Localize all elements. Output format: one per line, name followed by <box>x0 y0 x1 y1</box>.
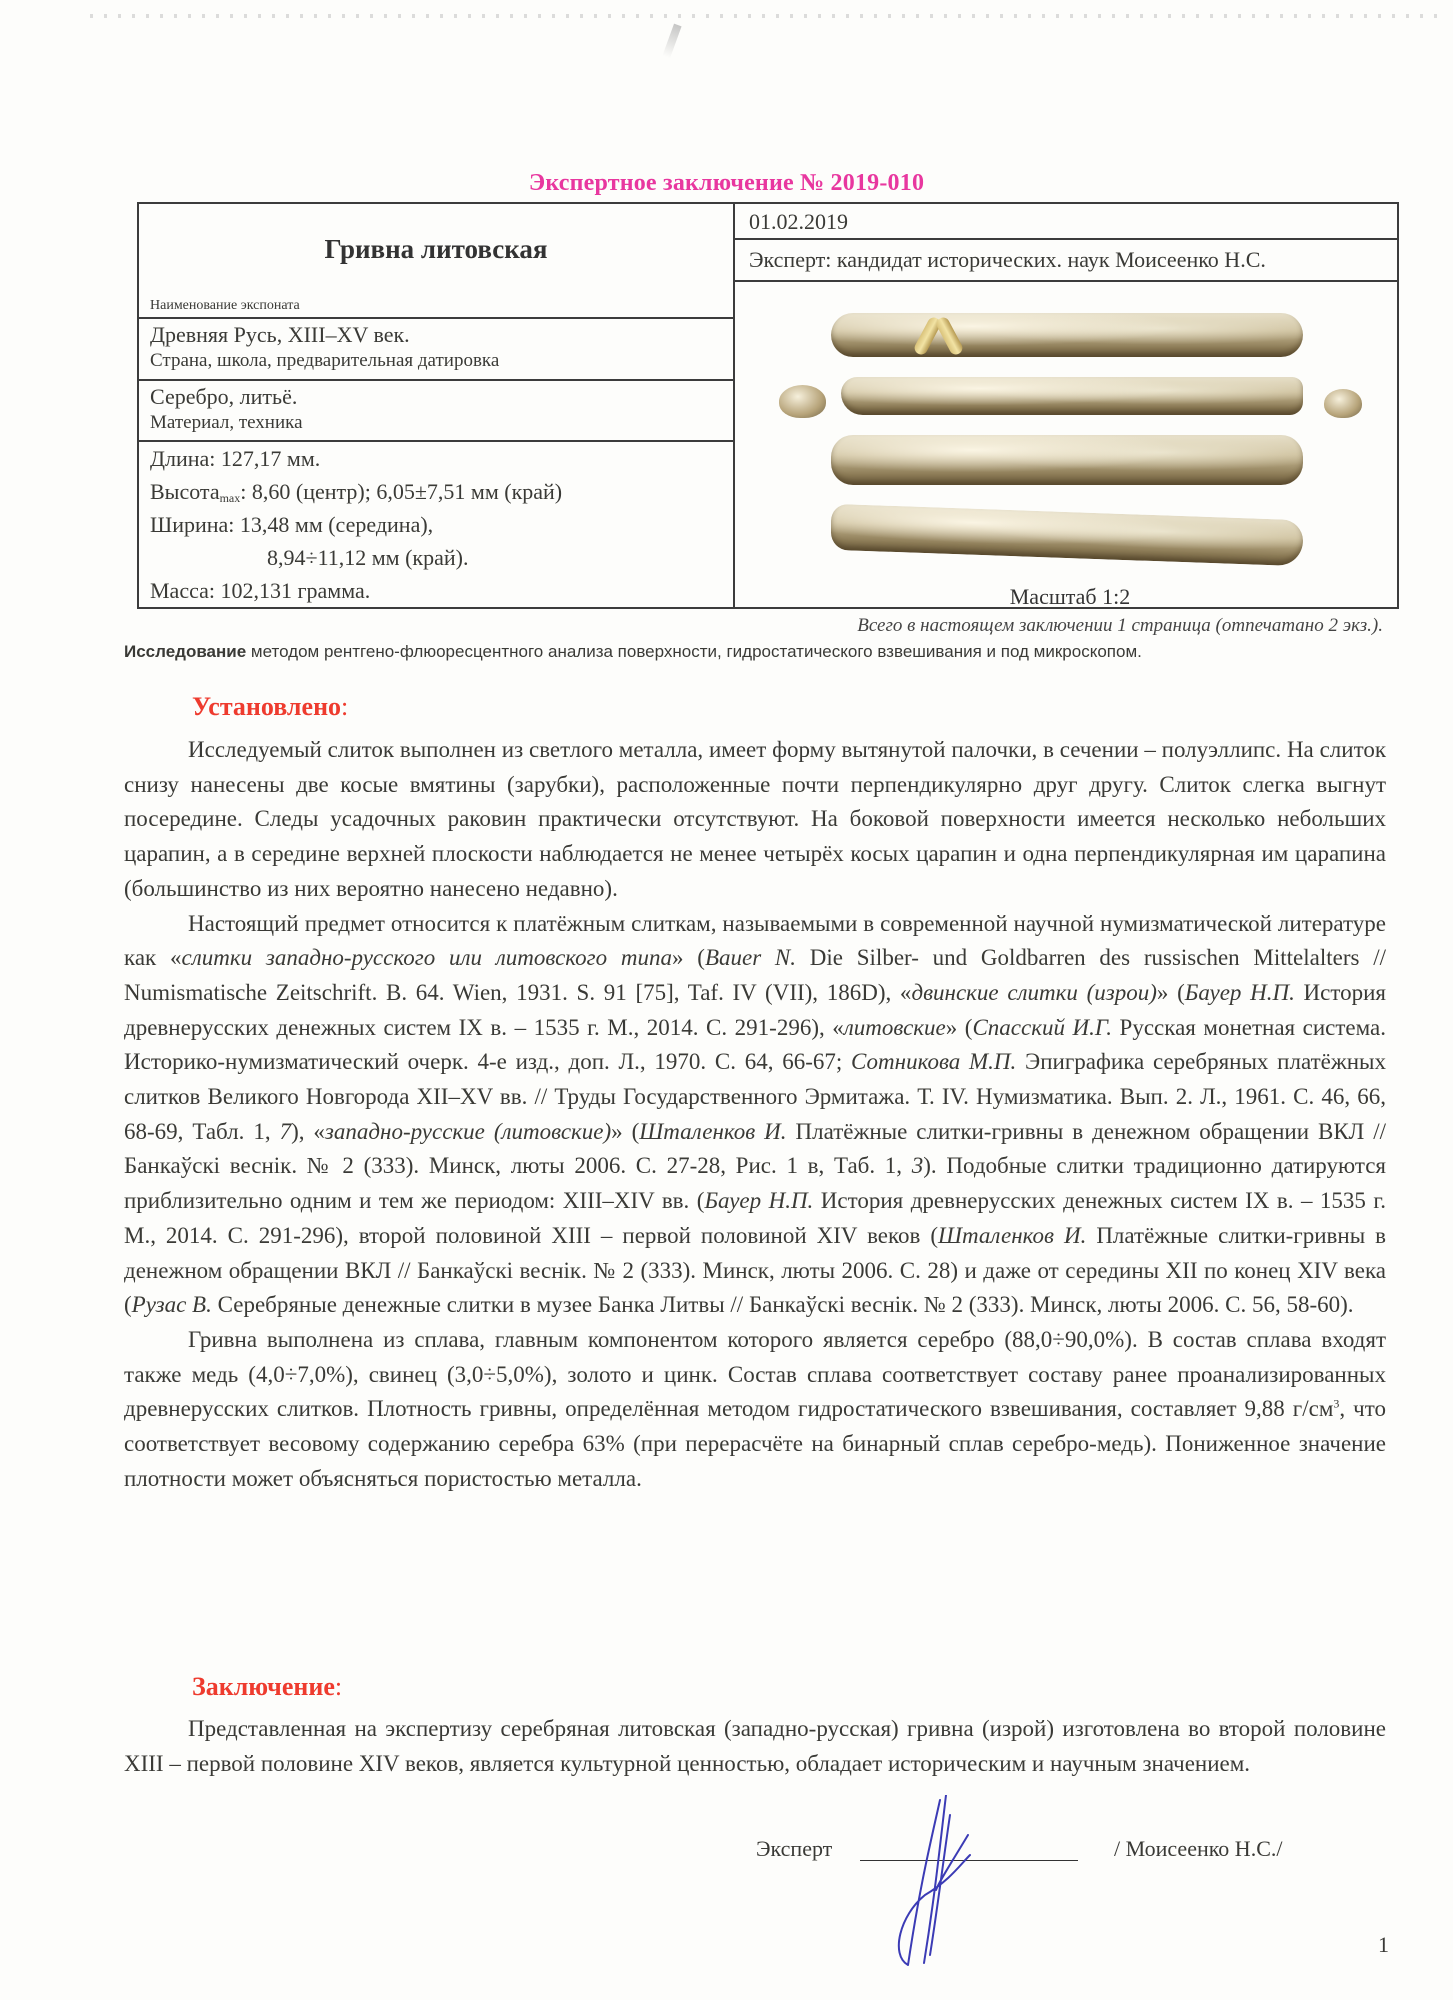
ingot-view-profile <box>831 504 1303 566</box>
origin-caption: Страна, школа, предварительная датировка <box>150 350 500 371</box>
scan-smudge <box>662 24 681 59</box>
row-divider <box>139 440 733 442</box>
citation-italic: Рузас В. <box>131 1292 212 1318</box>
findings-paragraph-3 <box>124 1323 1386 1497</box>
established-heading <box>192 692 348 722</box>
page-number: 1 <box>1378 1932 1389 1957</box>
alloy-text: Гривна выполнена из сплава, главным компонентом которого является серебро (88,0÷90,0%). В состав сплава входят также медь (4,0÷7,0%), свинец (3,0÷5,0%), золото и цинк. Состав сплава соответствует составу ранее проанализированных древнерусских слитков. Плотность гривны, определённая методом гидростатического взвешивания, составляет 9,88 г/см <box>124 1326 1386 1422</box>
row-divider <box>139 317 733 319</box>
findings-paragraph-1: Исследуемый слиток выполнен из светлого металла, имеет форму вытянутой палочки, в сечении – полуэллипс. На слиток снизу нанесены две косые вмятины (зарубки), расположенные почти перпендикулярно друг другу. Слиток слегка выгнут посередине. Следы усадочных раковин практически отсутствуют. На боковой поверхности имеется несколько небольших царапин, а в середине верхней плоскости наблюдается не менее четырёх косых царапин и одна перпендикулярная им царапина (большинство из них вероятно нанесено недавно). <box>124 737 1386 901</box>
research-text: методом рентгено-флюоресцентного анализа поверхности, гидростатического взвешивания и под микроскопом. <box>246 642 1142 661</box>
height-subscript: max <box>219 491 241 505</box>
scan-artifact <box>90 14 1440 18</box>
ingot-photo <box>743 284 1397 609</box>
ingot-view-side <box>841 377 1303 415</box>
alloy-text-end: , что соответствует весовому содержанию серебра 63% (при перерасчёте на бинарный сплав серебро-медь). Пониженное значение плотности может объясняться пористостью металла. <box>124 1396 1386 1491</box>
citation-italic: Бауер Н.П. <box>704 1188 814 1214</box>
height-value <box>150 479 562 506</box>
citation-italic: слитки западно-русского или литовского типа <box>181 945 673 971</box>
conclusion-heading-text: Заключение <box>192 1672 335 1701</box>
ingot-end-left <box>779 385 826 418</box>
signer-name: / Моисеенко Н.С./ <box>1114 1836 1283 1861</box>
findings-body <box>124 733 1386 1496</box>
row-divider <box>733 238 1399 240</box>
research-lead: Исследование <box>124 642 247 661</box>
width-edge-value: 8,94÷11,12 мм (край). <box>267 545 469 570</box>
handwritten-signature <box>880 1795 990 1970</box>
row-divider <box>733 280 1399 282</box>
ingot-view-top <box>831 435 1303 485</box>
date: 01.02.2019 <box>749 209 848 234</box>
conclusion-heading <box>192 1672 342 1702</box>
document-title: Экспертное заключение № 2019-010 <box>528 170 925 196</box>
findings-paragraph-2: Настоящий предмет относится к платёжным слиткам, называемыми в современной научной нумизматической литературе как «слитки западно-русского или литовского типа» (Bauer N. Die Silber- und Goldbarren des russischen Mittelalters // Numismatische Zeitschrift. B. 64. Wien, 1931. S. 91 [75], Taf. IV (VII), 186D), «двинские слитки (изрои)» (Бауер Н.П. История древнерусских денежных систем IX в. – 1535 г. М., 2014. С. 291-296), «литовские» (Спасский И.Г. Русская монетная система. Историко-нумизматический очерк. 4-е изд., доп. Л., 1970. С. 64, 66-67; Сотникова М.П. Эпиграфика серебряных платёжных слитков Великого Новгорода XII–XV вв. // Труды Государственного Эрмитажа. Т. IV. Нумизматика. Вып. 2. Л., 1961. С. 46, 66, 68-69, Табл. 1, 7), «западно-русские (литовские)» (Шталенков И. Платёжные слитки-гривны в денежном обращении ВКЛ // Банкаўскі веснік. № 2 (333). Минск, люты 2006. С. 27-28, Рис. 1 в, Таб. 1, 3). Подобные слитки традиционно датируются приблизительно одним и тем же периодом: XIII–XIV вв. (Бауер Н.П. История древнерусских денежных систем IX в. – 1535 г. М., 2014. С. 291-296), второй половиной XIII – первой половиной XIV веков (Шталенков И. Платёжные слитки-гривны в денежном обращении ВКЛ // Банкаўскі веснік. № 2 (333). Минск, люты 2006. С. 28) и даже от середины XII по конец XIV века (Рузас В. Серебряные денежные слитки в музее Банка Литвы // Банкаўскі веснік. № 2 (333). Минск, люты 2006. С. 56, 58-60). <box>124 910 1387 1318</box>
conclusion-body <box>124 1712 1386 1781</box>
scale-caption: Масштаб 1:2 <box>1009 584 1131 609</box>
mass-value: Масса: 102,131 грамма. <box>150 578 371 603</box>
citation-italic: Бауер Н.П. <box>1184 979 1295 1005</box>
height-numbers: : 8,60 (центр); 6,05±7,51 мм (край) <box>240 479 563 504</box>
heading-colon: : <box>334 1672 343 1701</box>
length-value: Длина: 127,17 мм. <box>150 446 321 471</box>
ingot-view-bottom <box>831 313 1303 357</box>
established-heading-text: Установлено <box>192 692 342 721</box>
ingot-end-right <box>1324 389 1362 418</box>
citation-italic: литовские <box>843 1014 946 1040</box>
citation-italic: Bauer N. <box>704 945 797 971</box>
item-name-caption: Наименование экспоната <box>150 298 300 313</box>
conclusion-paragraph: Представленная на экспертизу серебряная литовская (западно-русская) гривна (изрой) изготовлена во второй половине XIII – первой половине XIV веков, является культурной ценностью, обладает историческим и научным значением. <box>124 1716 1386 1776</box>
height-label: Высота <box>150 479 220 504</box>
item-name: Гривна литовская <box>324 234 548 264</box>
item-passport-table <box>137 202 1399 609</box>
citation-italic: западно-русские (литовские) <box>324 1118 612 1144</box>
citation-italic: Спасский И.Г. <box>972 1014 1112 1040</box>
material-caption: Материал, техника <box>150 412 303 433</box>
material-value: Серебро, литьё. <box>150 384 298 409</box>
citation-italic: двинские слитки (изрои) <box>911 979 1157 1005</box>
heading-colon: : <box>341 692 349 721</box>
column-divider <box>733 204 735 607</box>
origin-value: Древняя Русь, XIII–XV век. <box>150 322 410 347</box>
signature-label: Эксперт <box>756 1836 833 1861</box>
citation-italic: Шталенков И. <box>938 1222 1087 1248</box>
citation-italic: 3 <box>911 1153 924 1179</box>
superscript: 3 <box>1333 1396 1340 1411</box>
width-value: Ширина: 13,48 мм (середина), <box>150 512 434 537</box>
citation-italic: Шталенков И. <box>639 1118 787 1144</box>
expert-info: Эксперт: кандидат исторических. наук Моисеенко Н.С. <box>749 247 1266 272</box>
research-method <box>124 640 1386 664</box>
citation-italic: 7 <box>279 1118 292 1144</box>
row-divider <box>139 379 733 381</box>
pages-note: Всего в настоящем заключении 1 страница (отпечатано 2 экз.). <box>857 615 1383 636</box>
citation-italic: Сотникова М.П. <box>851 1049 1017 1075</box>
